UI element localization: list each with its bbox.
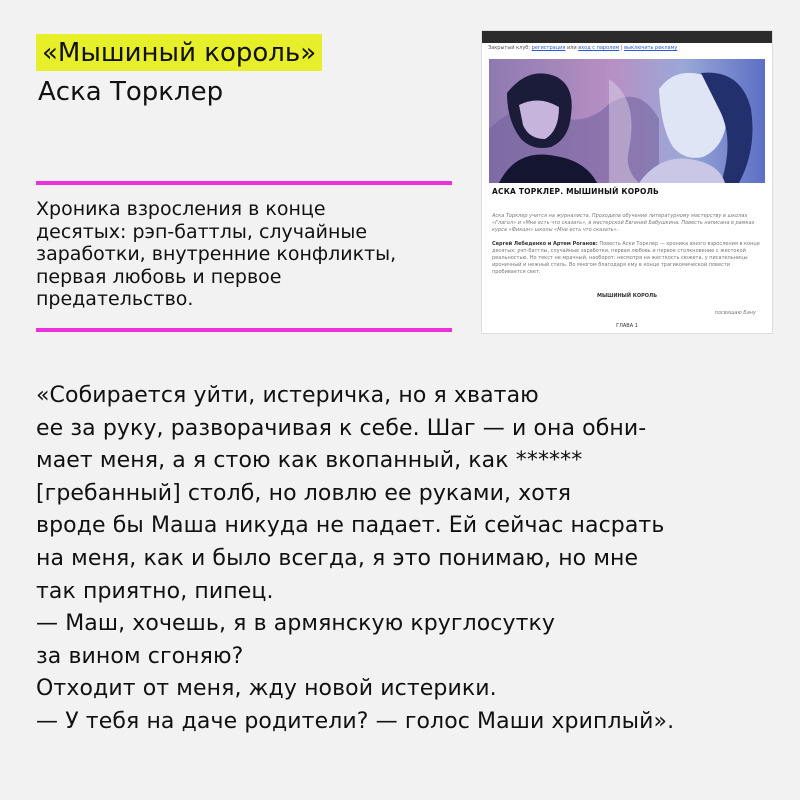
book-excerpt [36,380,776,739]
register-link[interactable]: регистрация [531,45,566,51]
excerpt-line: за вином сгоняю? [36,643,244,669]
article-editors-note: Сергей Лебеденко и Артем Роганов: Повесть Аски Торклер — хроника юного взросления в конце десятых: рэп-баттлы, случайные заработки, первая любовь и первое столкновение с жестокой реальностью. Но текст не мрачный, наоборот: несмотря на жесткость сюжета, у писательницы ироничный и нежный стиль. Во многом благодаря ему в конце трагикомической повести пробивается свет. [492,241,760,275]
divider-bottom [36,328,452,332]
description-line: первая любовь и первое [36,265,282,288]
description-line: Хроника взросления в конце [36,198,326,220]
cover-illustration [489,59,765,183]
excerpt-line: на меня, как и было всегда, я это понимаю, но мне [36,545,639,571]
chapter-heading: ГЛАВА 1 [616,323,638,329]
story-title: МЫШИНЫЙ КОРОЛЬ [596,293,658,299]
excerpt-line: вроде бы Маша никуда не падает. Ей сейчас насрать [36,513,665,539]
site-login-line: Закрытый клуб: регистрация или вход с паролем | выключить рекламу [488,45,678,51]
excerpt-line: так приятно, пипец. [36,578,274,604]
description [36,198,456,311]
book-title: «Мышиный король» [36,34,322,71]
excerpt-line: — У тебя на даче родители? — голос Маши хриплый». [36,708,675,734]
login-link[interactable]: вход с паролем [578,45,620,51]
excerpt-line: мает меня, а я стою как вкопанный, как ****** [36,448,583,474]
dedication: посвящаю Бану [714,310,756,316]
webpage-screenshot [481,30,773,334]
excerpt-line: — Маш, хочешь, я в армянскую круглосутку [36,611,556,637]
author-name: Аска Торклер [38,77,224,107]
description-line: предательство. [36,288,194,310]
excerpt-line: [гребанный] столб, но ловлю ее руками, хотя [36,480,572,506]
article-heading: АСКА ТОРКЛЕР. МЫШИНЫЙ КОРОЛЬ [492,187,659,196]
description-line: заработки, внутренние конфликты, [36,243,397,265]
title-block [36,34,322,109]
divider-top [36,181,452,185]
description-line: десятых: рэп-баттлы, случайные [36,220,368,243]
excerpt-line: ее за руку, разворачивая к себе. Шаг — и она обни- [36,415,647,441]
excerpt-line: Отходит от меня, жду новой истерики. [36,676,497,702]
excerpt-line: «Собирается уйти, истеричка, но я хватаю [36,383,539,408]
site-top-bar [482,31,772,43]
article-intro: Аска Торклер учится на журналиста. Проходила обучение литературному мастерству в школах «Глагол» и «Мне есть что сказать», в мастерской Евгений Бабушкина. Повесть написана в рамках курса «Фикшн» школы «Мне есть что сказать». [492,213,755,233]
disable-ads-link[interactable]: выключить рекламу [624,45,678,51]
